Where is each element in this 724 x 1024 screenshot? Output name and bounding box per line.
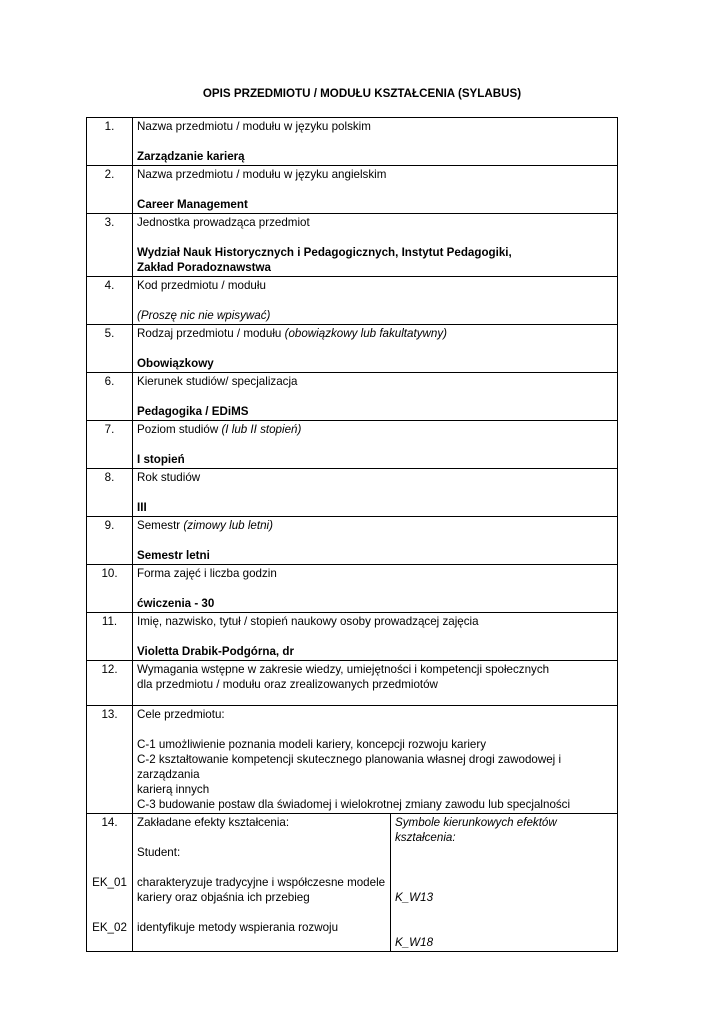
row-label-text: Poziom studiów	[137, 423, 219, 436]
row-content	[133, 469, 618, 517]
row-value: ćwiczenia - 30	[137, 597, 215, 610]
table-row	[87, 325, 618, 373]
effect-symbol: K_W18	[395, 936, 434, 949]
row-value: (Proszę nic nie wpisywać)	[137, 309, 271, 322]
table-row	[87, 565, 618, 613]
row-number: 13.	[87, 706, 133, 814]
table-row	[87, 517, 618, 565]
row-value: Career Management	[137, 198, 248, 211]
row-content	[133, 661, 618, 706]
table-row	[87, 421, 618, 469]
row-label	[137, 518, 613, 533]
row-value: Pedagogika / EDiMS	[137, 405, 249, 418]
symbols-label: Symbole kierunkowych efektów kształcenia:	[395, 816, 557, 844]
row-label-line-2: dla przedmiotu / modułu oraz zrealizowanych przedmiotów	[137, 678, 438, 691]
effects-column-descriptions	[133, 814, 391, 952]
row-number: 10.	[87, 565, 133, 613]
effect-text: identyfikuje metody wspierania rozwoju	[137, 921, 339, 934]
row-number: 8.	[87, 469, 133, 517]
row-number: 7.	[87, 421, 133, 469]
syllabus-table	[86, 117, 618, 952]
row-value: Obowiązkowy	[137, 357, 214, 370]
effects-label: Zakładane efekty kształcenia:	[137, 816, 290, 829]
row-value: Zarządzanie karierą	[137, 150, 245, 163]
goals-label: Cele przedmiotu:	[137, 708, 225, 721]
row-number: 9.	[87, 517, 133, 565]
goals-content	[133, 706, 618, 814]
row-label: Imię, nazwisko, tytuł / stopień naukowy osoby prowadzącej zajęcia	[137, 615, 479, 628]
row-label: Rok studiów	[137, 471, 201, 484]
goal-c3: C-3 budowanie postaw dla świadomej i wielokrotnej zmiany zawodu lub specjalności	[137, 798, 571, 811]
table-row	[87, 706, 618, 814]
row-content	[133, 613, 618, 661]
row-value: I stopień	[137, 453, 185, 466]
effect-id: EK_01	[92, 876, 127, 889]
effects-column-ids	[87, 814, 133, 952]
effect-symbol: K_W13	[395, 891, 434, 904]
row-content	[133, 118, 618, 166]
row-number: 6.	[87, 373, 133, 421]
effects-column-symbols	[391, 814, 618, 952]
effect-id: EK_02	[92, 921, 127, 934]
row-content	[133, 565, 618, 613]
row-content	[133, 325, 618, 373]
row-label	[137, 422, 613, 437]
row-number: 4.	[87, 277, 133, 325]
row-label-text: Rodzaj przedmiotu / modułu	[137, 327, 282, 340]
student-label: Student:	[137, 846, 181, 859]
table-row	[87, 166, 618, 214]
table-row	[87, 277, 618, 325]
table-row	[87, 613, 618, 661]
table-row	[87, 118, 618, 166]
row-value: Violetta Drabik-Podgórna, dr	[137, 645, 294, 658]
row-label-hint: (obowiązkowy lub fakultatywny)	[284, 327, 447, 340]
effect-text-line-2: kariery oraz objaśnia ich przebieg	[137, 891, 310, 904]
row-content	[133, 277, 618, 325]
goal-c2: C-2 kształtowanie kompetencji skutecznego planowania własnej drogi zawodowej i zarządzania	[137, 753, 562, 781]
row-number: 12.	[87, 661, 133, 706]
table-row	[87, 373, 618, 421]
row-label: Nazwa przedmiotu / modułu w języku polskim	[137, 120, 371, 133]
row-value: Semestr letni	[137, 549, 210, 562]
row-content	[133, 421, 618, 469]
row-value-line-2: Zakład Poradoznawstwa	[137, 261, 272, 274]
row-label: Jednostka prowadząca przedmiot	[137, 216, 310, 229]
effects-number: 14.	[101, 816, 118, 829]
effect-text: charakteryzuje tradycyjne i współczesne modele	[137, 876, 386, 889]
row-label: Forma zajęć i liczba godzin	[137, 567, 277, 580]
table-row	[87, 661, 618, 706]
row-label: Nazwa przedmiotu / modułu w języku angielskim	[137, 168, 387, 181]
effects-row	[87, 814, 618, 952]
row-number: 3.	[87, 214, 133, 277]
row-label: Kod przedmiotu / modułu	[137, 279, 266, 292]
row-number: 1.	[87, 118, 133, 166]
row-label: Kierunek studiów/ specjalizacja	[137, 375, 298, 388]
table-row	[87, 214, 618, 277]
goal-c2-continued: karierą innych	[137, 783, 210, 796]
row-number: 5.	[87, 325, 133, 373]
document-title: OPIS PRZEDMIOTU / MODUŁU KSZTAŁCENIA (SYLABUS)	[202, 87, 522, 100]
row-value: Wydział Nauk Historycznych i Pedagogicznych, Instytut Pedagogiki,	[137, 246, 512, 259]
goal-c1: C-1 umożliwienie poznania modeli kariery, koncepcji rozwoju kariery	[137, 738, 487, 751]
row-label: Wymagania wstępne w zakresie wiedzy, umiejętności i kompetencji społecznych	[137, 663, 550, 676]
row-content	[133, 517, 618, 565]
row-content	[133, 166, 618, 214]
table-row	[87, 469, 618, 517]
row-number: 11.	[87, 613, 133, 661]
row-label-hint: (I lub II stopień)	[221, 423, 302, 436]
row-label-text: Semestr	[137, 519, 181, 532]
row-number: 2.	[87, 166, 133, 214]
row-label	[137, 326, 613, 341]
row-value: III	[137, 501, 147, 514]
row-label-hint: (zimowy lub letni)	[183, 519, 273, 532]
row-content	[133, 373, 618, 421]
row-content	[133, 214, 618, 277]
